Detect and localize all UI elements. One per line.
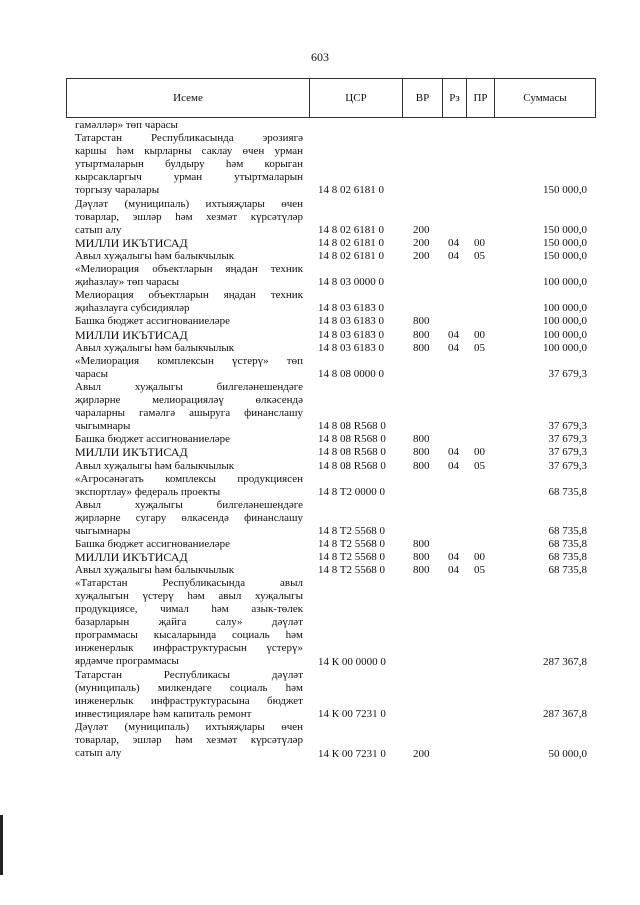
- row-vr: 800: [413, 341, 430, 354]
- row-sum: 50 000,0: [548, 747, 587, 760]
- table-row: [0, 381, 640, 433]
- row-pr: 05: [474, 341, 485, 354]
- table-row: [0, 564, 640, 577]
- row-csr: 14 8 T2 5568 0: [318, 564, 386, 577]
- row-name-line: «Мелиорация комплексын үстерү» төп: [75, 354, 303, 367]
- row-name-line: чыгымнары: [75, 419, 131, 432]
- row-name-line: инженерлык инфраструктурасына бюджет: [75, 695, 303, 708]
- row-name: [75, 119, 303, 132]
- row-csr: 14 8 08 R568 0: [318, 459, 386, 472]
- table-row: [0, 473, 640, 499]
- row-name-line: ярдәмче программасы: [75, 655, 179, 668]
- row-name-line: Авыл хуҗалыгы һәм балыкчылык: [75, 459, 235, 472]
- table-row: [0, 669, 640, 721]
- row-csr: 14 8 03 0000 0: [318, 276, 384, 289]
- row-rz: 04: [448, 459, 459, 472]
- row-pr: 05: [474, 564, 485, 577]
- row-name-line: (муниципаль) милкендәге социаль һәм: [75, 682, 303, 695]
- row-csr: 14 К 00 0000 0: [318, 655, 386, 668]
- row-name: [75, 132, 303, 197]
- row-vr: 800: [413, 551, 430, 564]
- row-name-line: инвестицияләре һәм капиталь ремонт: [75, 708, 252, 721]
- row-csr: 14 8 03 6183 0: [318, 315, 384, 328]
- header-csr: ЦСР: [310, 79, 403, 117]
- row-name: [75, 473, 303, 499]
- row-name-line: Мелиорация объектларын яңадан техник: [75, 289, 303, 302]
- row-csr: 14 8 T2 5568 0: [318, 538, 386, 551]
- row-name-line: Башка бюджет ассигнованиеләре: [75, 538, 230, 551]
- row-sum: 100 000,0: [543, 328, 587, 341]
- row-sum: 150 000,0: [543, 223, 587, 236]
- row-vr: 800: [413, 538, 430, 551]
- row-pr: 00: [474, 236, 485, 249]
- row-name-line: хуҗалыгын үстерү һәм авыл хуҗалыгы: [75, 590, 303, 603]
- row-sum: 37 679,3: [548, 433, 587, 446]
- row-name: [75, 342, 303, 355]
- scan-edge-mark: [0, 815, 3, 875]
- row-sum: 287 367,8: [543, 655, 587, 668]
- row-name: [75, 538, 303, 551]
- row-name: [75, 263, 303, 289]
- row-sum: 68 735,8: [548, 485, 587, 498]
- row-vr: 800: [413, 315, 430, 328]
- row-csr: 14 8 T2 5568 0: [318, 524, 386, 537]
- row-name-line: чыгымнары: [75, 524, 131, 537]
- table-row: [0, 132, 640, 198]
- row-rz: 04: [448, 236, 459, 249]
- row-name-line: чараларны гамәлгә ашыруга финанслашу: [75, 406, 303, 419]
- row-sum: 100 000,0: [543, 302, 587, 315]
- row-name: [75, 289, 303, 315]
- row-csr: 14 8 02 6181 0: [318, 249, 384, 262]
- row-name-line: «Агросәнәгать комплексы продукциясен: [75, 472, 303, 485]
- row-vr: 800: [413, 564, 430, 577]
- row-name: [75, 250, 303, 263]
- row-name: [75, 721, 303, 760]
- row-name-line: товарлар, эшләр һәм хезмәт күрсәтүләр: [75, 734, 303, 747]
- row-pr: 05: [474, 249, 485, 262]
- header-vr: ВР: [403, 79, 443, 117]
- row-name-line: сатып алу: [75, 747, 122, 760]
- row-name-line: Башка бюджет ассигнованиеләре: [75, 315, 230, 328]
- row-sum: 68 735,8: [548, 551, 587, 564]
- row-csr: 14 8 03 6183 0: [318, 302, 384, 315]
- row-vr: 800: [413, 446, 430, 459]
- row-name-line: Дәүләт (муниципаль) ихтыяҗлары өчен: [75, 721, 303, 734]
- row-csr: 14 8 08 R568 0: [318, 433, 386, 446]
- row-name-line: программасы кысаларында социаль һәм: [75, 629, 303, 642]
- row-name-line: Авыл хуҗалыгы һәм балыкчылык: [75, 249, 235, 262]
- row-csr: 14 8 08 0000 0: [318, 367, 384, 380]
- row-csr: 14 8 T2 0000 0: [318, 485, 386, 498]
- table-header: [66, 78, 596, 118]
- row-name-line: Авыл хуҗалыгы һәм балыкчылык: [75, 564, 235, 577]
- page-number: 603: [311, 50, 329, 64]
- row-csr: 14 8 02 6181 0: [318, 236, 384, 249]
- row-name: [75, 329, 303, 342]
- row-name: [75, 315, 303, 328]
- row-name-line: МИЛЛИ ИКЪТИСАД: [75, 328, 188, 342]
- row-csr: 14 8 02 6181 0: [318, 223, 384, 236]
- row-name-line: җиһазлауга субсидияләр: [75, 302, 190, 315]
- row-sum: 68 735,8: [548, 538, 587, 551]
- row-name-line: МИЛЛИ ИКЪТИСАД: [75, 236, 188, 250]
- row-pr: 05: [474, 459, 485, 472]
- row-name-line: сатып алу: [75, 223, 122, 236]
- row-csr: 14 8 02 6181 0: [318, 184, 384, 197]
- row-vr: 800: [413, 328, 430, 341]
- row-name-line: җиһазлау» төп чарасы: [75, 276, 180, 289]
- row-csr: 14 8 03 6183 0: [318, 341, 384, 354]
- row-name-line: Татарстан Республикасы дәүләт: [75, 669, 303, 682]
- row-vr: 200: [413, 747, 430, 760]
- table-row: [0, 721, 640, 760]
- table-row: [0, 250, 640, 263]
- row-name-line: Татарстан Республикасында эрозиягә: [75, 132, 303, 145]
- row-name-line: җирләрне сугару өлкәсендә финанслашу: [75, 511, 303, 524]
- row-name-line: «Татарстан Республикасында авыл: [75, 577, 303, 590]
- row-name-line: инженерлык инфраструктурасын үстерү»: [75, 642, 303, 655]
- table-row: [0, 577, 640, 669]
- row-name-line: кырсакларгыч урман утыртмаларын: [75, 171, 303, 184]
- row-name-line: чарасы: [75, 367, 109, 380]
- table-row: [0, 499, 640, 538]
- row-sum: 150 000,0: [543, 184, 587, 197]
- row-rz: 04: [448, 564, 459, 577]
- row-csr: 14 8 03 6183 0: [318, 328, 384, 341]
- row-pr: 00: [474, 328, 485, 341]
- row-sum: 100 000,0: [543, 276, 587, 289]
- row-vr: 800: [413, 459, 430, 472]
- row-rz: 04: [448, 551, 459, 564]
- table-row: [0, 198, 640, 237]
- row-csr: 14 8 08 R568 0: [318, 420, 386, 433]
- row-name: [75, 669, 303, 721]
- row-name: [75, 237, 303, 250]
- row-sum: 100 000,0: [543, 341, 587, 354]
- row-csr: 14 К 00 7231 0: [318, 708, 386, 721]
- row-sum: 287 367,8: [543, 708, 587, 721]
- table-row: [0, 355, 640, 381]
- row-name-line: Дәүләт (муниципаль) ихтыяҗлары өчен: [75, 197, 303, 210]
- row-sum: 37 679,3: [548, 459, 587, 472]
- row-name: [75, 460, 303, 473]
- row-vr: 200: [413, 236, 430, 249]
- row-name: [75, 577, 303, 668]
- row-name-line: МИЛЛИ ИКЪТИСАД: [75, 446, 188, 460]
- row-name-line: җирләрне мелиорацияләү өлкәсендә: [75, 393, 303, 406]
- row-sum: 68 735,8: [548, 524, 587, 537]
- row-name-line: МИЛЛИ ИКЪТИСАД: [75, 551, 188, 565]
- row-name: [75, 446, 303, 459]
- row-vr: 200: [413, 223, 430, 236]
- table-row: [0, 460, 640, 473]
- row-rz: 04: [448, 341, 459, 354]
- row-name-line: базарларын җайга салу» дәүләт: [75, 616, 303, 629]
- row-name: [75, 433, 303, 446]
- row-sum: 37 679,3: [548, 367, 587, 380]
- row-name: [75, 564, 303, 577]
- table-row: [0, 551, 640, 564]
- row-sum: 68 735,8: [548, 564, 587, 577]
- row-pr: 00: [474, 551, 485, 564]
- table-row: [0, 433, 640, 446]
- table-row: [0, 237, 640, 250]
- row-name-line: торгызу чаралары: [75, 184, 160, 197]
- table-row: [0, 289, 640, 315]
- row-name: [75, 198, 303, 237]
- row-csr: 14 К 00 7231 0: [318, 747, 386, 760]
- table-row: [0, 342, 640, 355]
- row-name-line: Башка бюджет ассигнованиеләре: [75, 433, 230, 446]
- table-row: [0, 119, 640, 132]
- row-name-line: «Мелиорация объектларын яңадан техник: [75, 263, 303, 276]
- row-name-line: Авыл хуҗалыгы билгеләнешендәге: [75, 498, 303, 511]
- table-row: [0, 446, 640, 459]
- row-sum: 150 000,0: [543, 249, 587, 262]
- table-row: [0, 263, 640, 289]
- header-sum: Суммасы: [523, 92, 567, 104]
- row-name-line: утыртмаларын булдыру һәм корыган: [75, 158, 303, 171]
- row-sum: 37 679,3: [548, 446, 587, 459]
- row-sum: 37 679,3: [548, 420, 587, 433]
- header-name: Исеме: [67, 79, 310, 117]
- row-name: [75, 355, 303, 381]
- row-name: [75, 381, 303, 433]
- row-name-line: Авыл хуҗалыгы билгеләнешендәге: [75, 380, 303, 393]
- row-name-line: продукциясе, чимал һәм азык-төлек: [75, 603, 303, 616]
- table-body: [0, 119, 640, 761]
- row-name-line: экспортлау» федераль проекты: [75, 485, 221, 498]
- row-csr: 14 8 08 R568 0: [318, 446, 386, 459]
- row-name-line: каршы һәм кырларны саклау өчен урман: [75, 145, 303, 158]
- row-vr: 200: [413, 249, 430, 262]
- row-rz: 04: [448, 328, 459, 341]
- row-name-line: товарлар, эшләр һәм хезмәт күрсәтүләр: [75, 210, 303, 223]
- table-row: [0, 329, 640, 342]
- row-name: [75, 551, 303, 564]
- row-vr: 800: [413, 433, 430, 446]
- row-name-line: Авыл хуҗалыгы һәм балыкчылык: [75, 341, 235, 354]
- table-row: [0, 315, 640, 328]
- row-rz: 04: [448, 249, 459, 262]
- row-sum: 100 000,0: [543, 315, 587, 328]
- header-rz: Рз: [443, 79, 467, 117]
- row-pr: 00: [474, 446, 485, 459]
- row-name-line: гамәлләр» төп чарасы: [75, 119, 178, 131]
- header-pr: ПР: [467, 79, 495, 117]
- table-row: [0, 538, 640, 551]
- row-sum: 150 000,0: [543, 236, 587, 249]
- row-name: [75, 499, 303, 538]
- row-csr: 14 8 T2 5568 0: [318, 551, 386, 564]
- row-rz: 04: [448, 446, 459, 459]
